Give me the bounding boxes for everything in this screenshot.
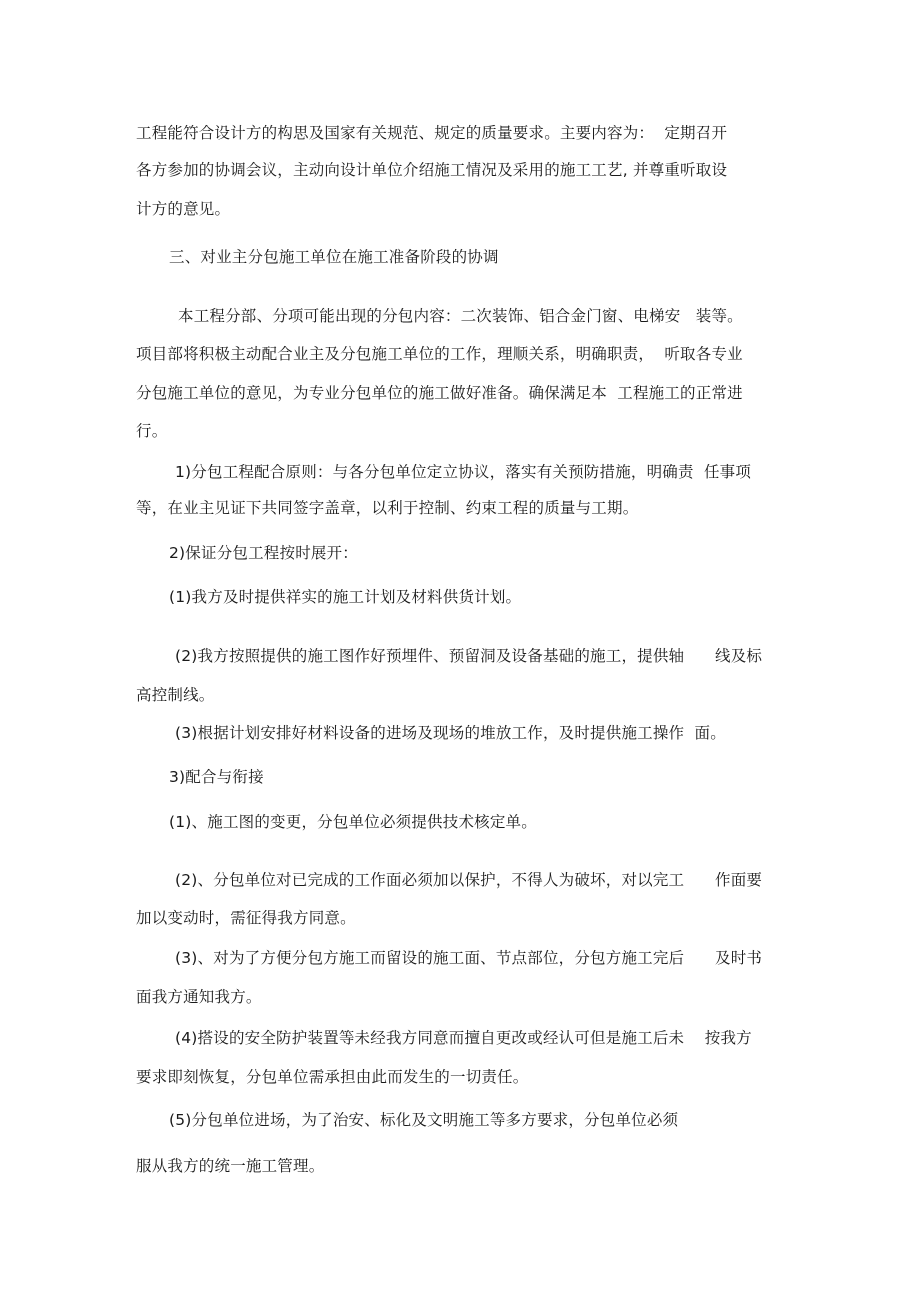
paragraph-line-3: 计方的意见。 [136,200,231,218]
paragraph-line-6: 项目部将积极主动配合业主及分包施工单位的工作，理顺关系，明确职责， 听取各专业 [136,345,743,363]
item-1-line-2: 等，在业主见证下共同签字盖章，以利于控制、约束工程的质量与工期。 [136,499,639,517]
item-3-sub-1: (1)、施工图的变更，分包单位必须提供技术核定单。 [169,813,537,831]
item-3-sub-2-line-2: 加以变动时，需征得我方同意。 [136,909,356,927]
item-3-heading: 3)配合与衔接 [169,768,264,786]
item-2-heading: 2)保证分包工程按时展开： [169,544,359,562]
item-2-sub-2-line-2: 高控制线。 [136,686,215,704]
paragraph-line-7: 分包施工单位的意见，为专业分包单位的施工做好准备。确保满足本 工程施工的正常进 [136,384,743,402]
item-2-sub-1: (1)我方及时提供祥实的施工计划及材料供货计划。 [169,588,522,606]
paragraph-line-5: 本工程分部、分项可能出现的分包内容：二次装饰、铝合金门窗、电梯安 装等。 [178,307,743,325]
section-heading: 三、对业主分包施工单位在施工准备阶段的协调 [169,248,499,266]
item-1-line-1: 1)分包工程配合原则：与各分包单位定立协议，落实有关预防措施，明确责 任事项 [175,463,752,481]
item-3-sub-4-line-2: 要求即刻恢复，分包单位需承担由此而发生的一切责任。 [136,1068,529,1086]
item-2-sub-2-line-1: (2)我方按照提供的施工图作好预埋件、预留洞及设备基础的施工，提供轴 线及标 [175,647,763,665]
paragraph-line-8: 行。 [136,422,168,440]
paragraph-line-1: 工程能符合设计方的构思及国家有关规范、规定的质量要求。主要内容为： 定期召开 [136,124,728,142]
item-3-sub-2-line-1: (2)、分包单位对已完成的工作面必须加以保护，不得人为破坏，对以完工 作面要 [175,871,763,889]
item-3-sub-3-line-1: (3)、对为了方便分包方施工而留设的施工面、节点部位，分包方施工完后 及时书 [175,949,763,967]
item-3-sub-3-line-2: 面我方通知我方。 [136,988,262,1006]
item-3-sub-5-line-2: 服从我方的统一施工管理。 [136,1157,325,1175]
item-3-sub-4-line-1: (4)搭设的安全防护装置等未经我方同意而擅自更改或经认可但是施工后未 按我方 [175,1029,752,1047]
item-3-sub-5-line-1: (5)分包单位进场，为了治安、标化及文明施工等多方要求，分包单位必须 [169,1111,679,1129]
item-2-sub-3: (3)根据计划安排好材料设备的进场及现场的堆放工作，及时提供施工操作 面。 [175,724,726,742]
paragraph-line-2: 各方参加的协调会议，主动向设计单位介绍施工情况及采用的施工工艺, 并尊重听取设 [136,161,728,179]
